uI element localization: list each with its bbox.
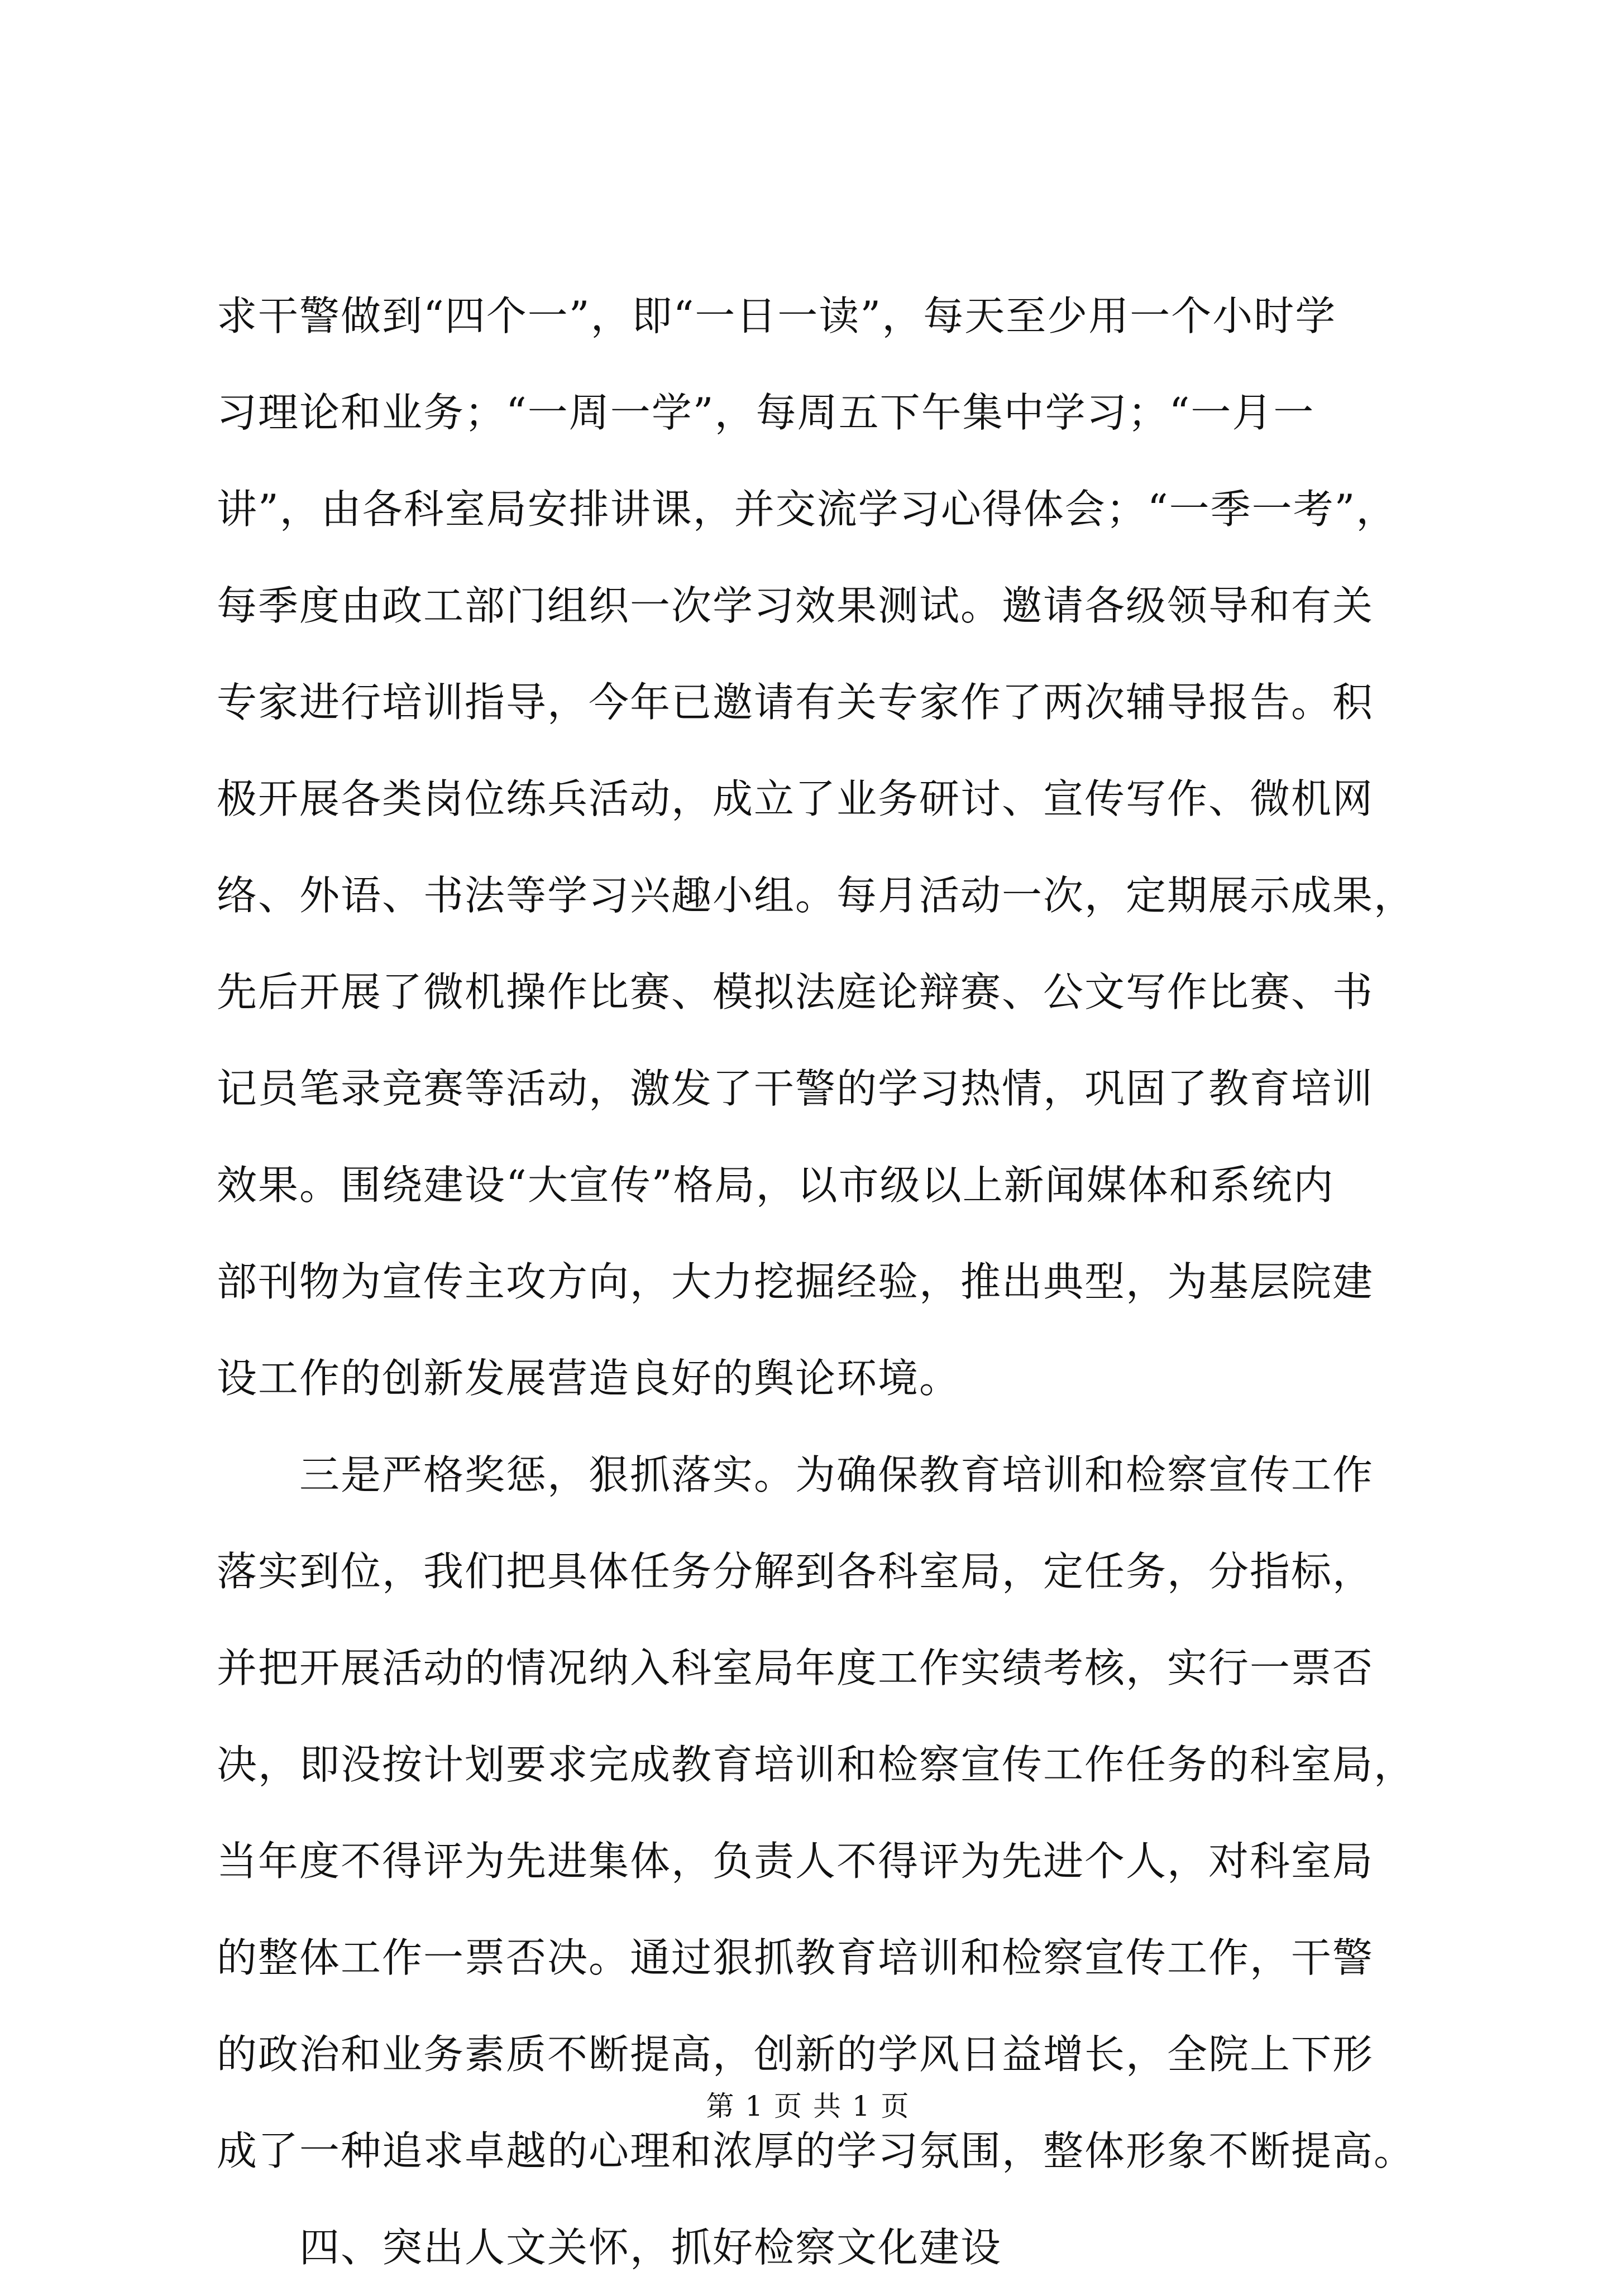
text-line: 部刊物为宣传主攻方向，大力挖掘经验，推出典型，为基层院建 — [217, 1258, 1374, 1305]
text-line: 落实到位，我们把具体任务分解到各科室局，定任务，分指标， — [217, 1548, 1374, 1595]
text-line: 决，即没按计划要求完成教育培训和检察宣传工作任务的科室局， — [217, 1741, 1416, 1788]
text-line: 络、外语、书法等学习兴趣小组。每月活动一次，定期展示成果， — [217, 872, 1416, 919]
text-line: 当年度不得评为先进集体，负责人不得评为先进个人，对科室局 — [217, 1838, 1374, 1885]
text-line: 的整体工作一票否决。通过狠抓教育培训和检察宣传工作，干警 — [217, 1934, 1374, 1981]
text-line: 成了一种追求卓越的心理和浓厚的学习氛围，整体形象不断提高。 — [217, 2127, 1416, 2174]
text-line: 设工作的创新发展营造良好的舆论环境。 — [217, 1355, 961, 1402]
section-heading: 四、突出人文关怀，抓好检察文化建设 — [299, 2224, 1002, 2271]
text-line: 专家进行培训指导，今年已邀请有关专家作了两次辅导报告。积 — [217, 679, 1374, 726]
text-line: 每季度由政工部门组织一次学习效果测试。邀请各级领导和有关 — [217, 582, 1374, 629]
text-line: 先后开展了微机操作比赛、模拟法庭论辩赛、公文写作比赛、书 — [217, 969, 1374, 1015]
text-line: 极开展各类岗位练兵活动，成立了业务研讨、宣传写作、微机网 — [217, 775, 1374, 822]
text-line: 并把开展活动的情况纳入科室局年度工作实绩考核，实行一票否 — [217, 1645, 1374, 1691]
paragraph-start-line: 三是严格奖惩，狠抓落实。为确保教育培训和检察宣传工作 — [299, 1451, 1374, 1498]
text-line: 求干警做到“四个一”，即“一日一读”，每天至少用一个小时学 — [217, 293, 1337, 339]
text-line: 效果。围绕建设“大宣传”格局，以市级以上新闻媒体和系统内 — [217, 1162, 1335, 1209]
body-text — [217, 268, 1484, 2296]
text-line: 的政治和业务素质不断提高，创新的学风日益增长，全院上下形 — [217, 2031, 1374, 2078]
text-line: 记员笔录竞赛等活动，激发了干警的学习热情，巩固了教育培训 — [217, 1065, 1374, 1112]
page-footer: 第 1 页 共 1 页 — [706, 2090, 910, 2122]
text-line: 讲”，由各科室局安排讲课，并交流学习心得体会；“一季一考”， — [217, 486, 1398, 533]
text-line: 习理论和业务；“一周一学”，每周五下午集中学习；“一月一 — [217, 389, 1315, 436]
